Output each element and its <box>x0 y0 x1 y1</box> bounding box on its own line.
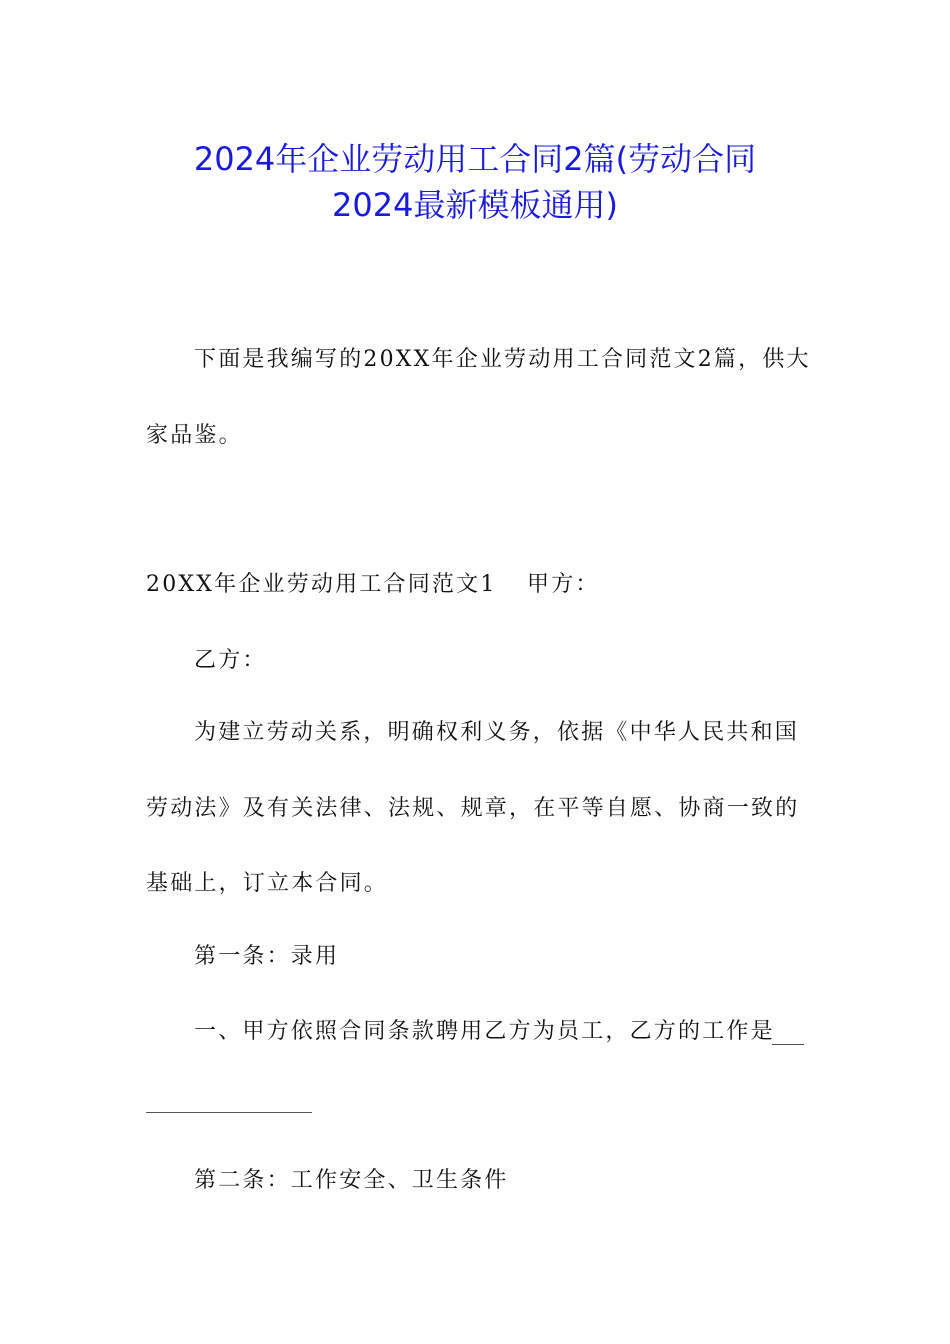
contract-heading: 20XX年企业劳动用工合同范文1 <box>146 572 497 597</box>
document-title-line-1: 2024年企业劳动用工合同2篇(劳动合同 <box>193 140 757 178</box>
party-b-label: 乙方： <box>194 648 267 673</box>
preamble-line-2: 劳动法》及有关法律、法规、规章，在平等自愿、协商一致的 <box>146 796 800 821</box>
fill-in-blank-line <box>772 1044 804 1045</box>
party-a-label: 甲方： <box>527 572 600 597</box>
intro-paragraph-line-2: 家品鉴。 <box>146 423 243 448</box>
preamble-line-1: 为建立劳动关系，明确权利义务，依据《中华人民共和国 <box>194 720 800 745</box>
document-title-line-2: 2024最新模板通用) <box>332 186 618 224</box>
intro-paragraph-line-1: 下面是我编写的20XX年企业劳动用工合同范文2篇，供大 <box>194 347 811 372</box>
article-1-item-1: 一、甲方依照合同条款聘用乙方为员工，乙方的工作是 <box>194 1019 775 1044</box>
preamble-line-3: 基础上，订立本合同。 <box>146 871 389 896</box>
article-1-title: 第一条：录用 <box>194 944 340 969</box>
fill-in-blank-line-continued <box>146 1112 312 1113</box>
article-2-title: 第二条：工作安全、卫生条件 <box>194 1168 509 1193</box>
